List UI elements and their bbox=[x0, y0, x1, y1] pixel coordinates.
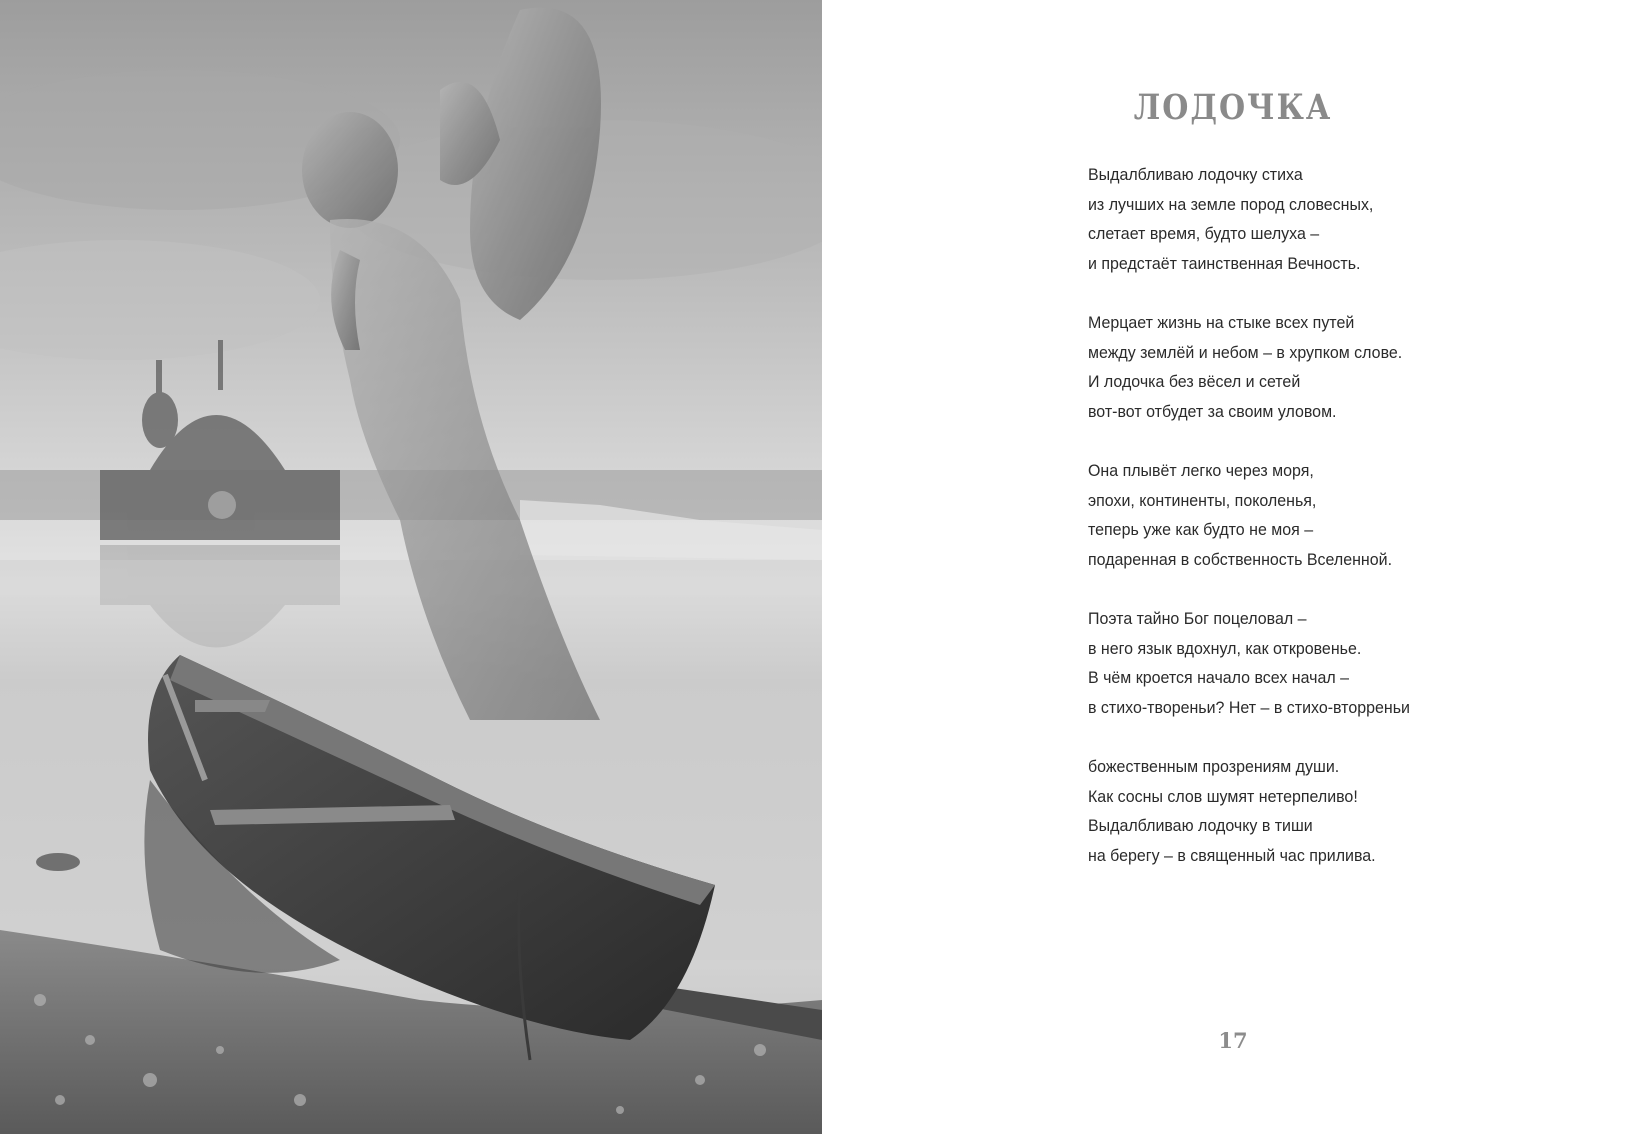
stanza bbox=[1088, 456, 1608, 574]
poem-line: Она плывёт легко через моря, bbox=[1088, 461, 1314, 480]
stanza bbox=[1088, 308, 1608, 426]
poem-title: ЛОДОЧКА bbox=[1133, 88, 1333, 129]
poem-line: Поэта тайно Бог поцеловал – bbox=[1088, 609, 1307, 628]
poem-line: между землёй и небом – в хрупком слове. bbox=[1088, 342, 1403, 362]
poem-line: в него язык вдохнул, как откровенье. bbox=[1088, 638, 1362, 658]
poem-line: Выдалбливаю лодочку стиха bbox=[1088, 165, 1303, 184]
poem-line: теперь уже как будто не моя – bbox=[1088, 520, 1314, 539]
poem-line: И лодочка без вёсел и сетей bbox=[1088, 372, 1301, 391]
poem-line: божественным прозрениям души. bbox=[1088, 757, 1340, 776]
poem-line: Мерцает жизнь на стыке всех путей bbox=[1088, 313, 1355, 332]
poem-line: слетает время, будто шелуха – bbox=[1088, 224, 1320, 243]
text-page bbox=[822, 0, 1644, 1134]
poem-body bbox=[1088, 160, 1608, 900]
poem-line: и предстаёт таинственная Вечность. bbox=[1088, 253, 1361, 273]
poem-line: эпохи, континенты, поколенья, bbox=[1088, 490, 1317, 510]
poem-line: в стихо-твореньи? Нет – в стихо-вторреньи bbox=[1088, 697, 1410, 717]
poem-line: вот-вот отбудет за своим уловом. bbox=[1088, 401, 1337, 421]
poem-line: из лучших на земле пород словесных, bbox=[1088, 194, 1374, 214]
stanza bbox=[1088, 752, 1608, 870]
poem-line: В чём кроется начало всех начал – bbox=[1088, 668, 1349, 687]
poem-line: подаренная в собственность Вселенной. bbox=[1088, 549, 1393, 569]
stanza bbox=[1088, 160, 1608, 278]
poem-line: Выдалбливаю лодочку в тиши bbox=[1088, 816, 1313, 835]
poem-line: на берегу – в священный час прилива. bbox=[1088, 845, 1376, 865]
stanza bbox=[1088, 604, 1608, 722]
page-number: 17 bbox=[1218, 1028, 1248, 1053]
poem-line: Как сосны слов шумят нетерпеливо! bbox=[1088, 786, 1358, 806]
